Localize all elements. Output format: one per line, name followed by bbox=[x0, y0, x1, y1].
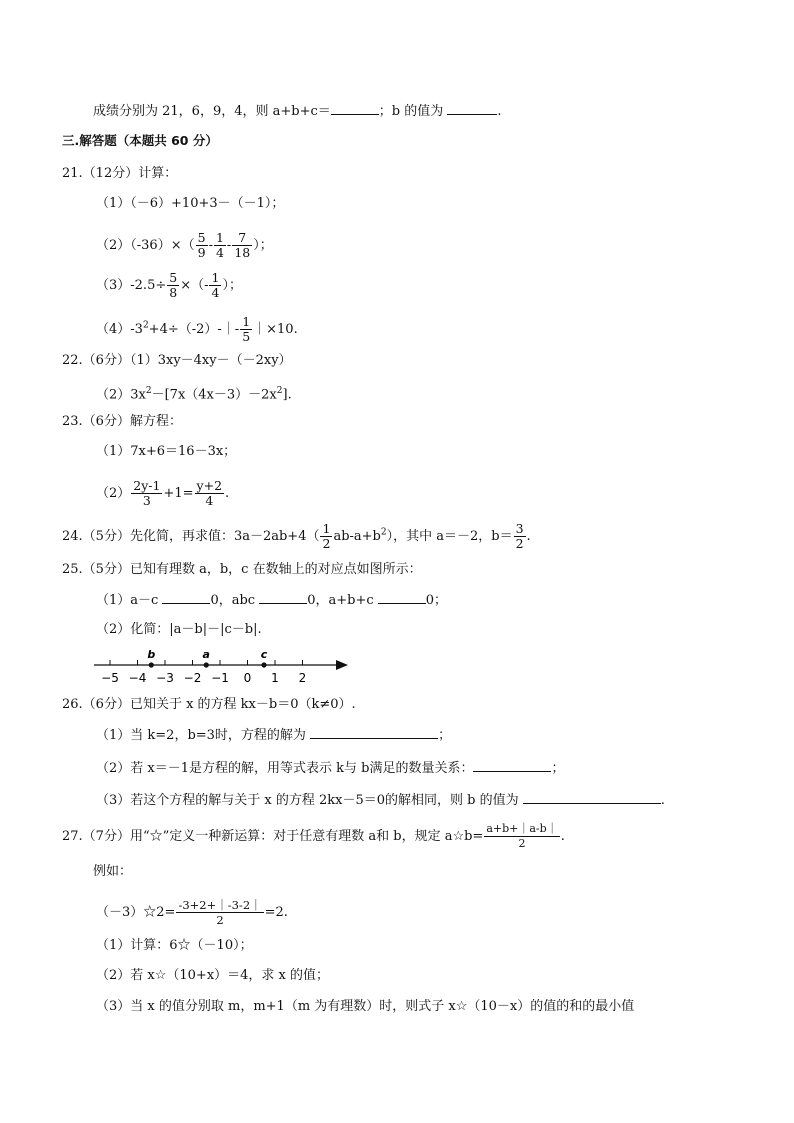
numerator: a+b+｜a-b｜ bbox=[486, 822, 558, 835]
text: （2） bbox=[96, 486, 131, 501]
text: . bbox=[497, 104, 502, 119]
numerator: 1 bbox=[322, 521, 331, 536]
tick-label: −1 bbox=[211, 671, 229, 685]
text: －[7x（4x－3）－2x bbox=[151, 387, 277, 403]
numerator: 5 bbox=[197, 230, 206, 245]
text: ； bbox=[438, 728, 452, 743]
tick-label: 2 bbox=[298, 671, 307, 685]
number-line bbox=[90, 645, 360, 687]
answer-blank[interactable] bbox=[378, 591, 426, 604]
denominator: 4 bbox=[205, 493, 214, 508]
text: ； bbox=[551, 761, 565, 776]
denominator: 2 bbox=[216, 913, 224, 927]
tick-label: 1 bbox=[271, 671, 279, 685]
text: . bbox=[225, 486, 230, 501]
tick-label: −3 bbox=[156, 671, 174, 685]
q23-part2 bbox=[96, 479, 229, 508]
text: . bbox=[560, 829, 565, 844]
arrow-head-icon bbox=[336, 660, 348, 670]
q23-head: 23.（6分）解方程： bbox=[62, 414, 182, 429]
text: ｜×10. bbox=[253, 322, 298, 337]
q21-part1: （1）（－6）+10+3－（－1）； bbox=[96, 196, 285, 211]
tick-label: −4 bbox=[128, 671, 147, 685]
answer-blank[interactable] bbox=[310, 726, 438, 739]
denominator: 2 bbox=[322, 536, 331, 551]
numerator: 5 bbox=[169, 270, 178, 285]
text: 成绩分别为 21，6，9，4，则 a+b+c＝ bbox=[93, 104, 331, 119]
numerator: 1 bbox=[211, 270, 220, 285]
denominator: 2 bbox=[518, 837, 526, 850]
q25-part1 bbox=[96, 591, 447, 610]
fraction bbox=[214, 231, 226, 260]
text: 0，a+b+c bbox=[307, 593, 378, 608]
q21-part2: （2）（-36）×（ $\frac{5}{9}$ - $\frac{1}{4}$ - $\frac{7}{18}$ ）； bbox=[96, 230, 273, 260]
numerator: 2y-1 bbox=[133, 478, 161, 493]
denominator: 18 bbox=[234, 245, 251, 260]
q26-head: 26.（6分）已知关于 x 的方程 kx－b＝0（k≠0）. bbox=[62, 697, 356, 712]
text: . bbox=[660, 793, 665, 808]
denominator: 3 bbox=[142, 493, 151, 508]
q26-part2 bbox=[96, 759, 565, 778]
text: ]. bbox=[282, 387, 292, 403]
q23-part1: （1）7x+6＝16－3x； bbox=[96, 444, 237, 459]
q25-part2: （2）化简：|a－b|－|c－b|. bbox=[96, 622, 262, 637]
q27-part2: （2）若 x☆（10+x）＝4，求 x 的值； bbox=[96, 968, 330, 983]
fraction bbox=[195, 479, 225, 508]
q21-part3 bbox=[96, 271, 242, 300]
q21-head: 21.（12分）计算： bbox=[62, 166, 178, 181]
denominator: 2 bbox=[515, 536, 524, 551]
answer-blank[interactable] bbox=[162, 591, 210, 604]
text: . bbox=[526, 529, 531, 544]
text: ；b 的值为 bbox=[378, 104, 448, 119]
answer-blank[interactable] bbox=[473, 759, 551, 772]
fraction bbox=[320, 522, 332, 551]
point-label-b: b bbox=[147, 648, 156, 661]
answer-blank[interactable] bbox=[523, 791, 661, 804]
text: 0； bbox=[425, 593, 448, 608]
answer-blank[interactable] bbox=[259, 591, 307, 604]
text: （1）当 k=2，b=3时，方程的解为 bbox=[96, 728, 311, 743]
text: （2）（-36）×（ bbox=[96, 238, 195, 253]
q22-part2 bbox=[96, 382, 292, 404]
q21-part4 bbox=[96, 315, 298, 344]
point-b bbox=[149, 662, 154, 667]
superscript: 2 bbox=[380, 527, 387, 538]
fraction bbox=[167, 271, 179, 300]
text: （4）-3 bbox=[96, 322, 143, 337]
point-label-a: a bbox=[202, 648, 210, 661]
text: =2. bbox=[264, 905, 288, 920]
answer-blank[interactable] bbox=[331, 102, 379, 115]
continued-question-line bbox=[93, 102, 502, 121]
section-title: 三.解答题（本题共 60 分） bbox=[62, 133, 218, 148]
tick-label: 0 bbox=[243, 671, 252, 685]
q27-part3: （3）当 x 的值分别取 m，m+1（m 为有理数）时，则式子 x☆（10－x）的值的和的最小值 bbox=[96, 999, 635, 1014]
text: ）； bbox=[253, 238, 273, 253]
text: （－3）☆2= bbox=[96, 905, 176, 920]
fraction bbox=[131, 479, 162, 508]
text: （2）若 x＝－1是方程的解，用等式表示 k与 b满足的数量关系： bbox=[96, 761, 474, 776]
text: +4÷（-2）-｜- bbox=[148, 322, 240, 337]
text: ×（- bbox=[180, 278, 209, 293]
fraction bbox=[232, 231, 252, 260]
fraction bbox=[209, 271, 221, 300]
numerator: 1 bbox=[215, 230, 224, 245]
tick-label: −2 bbox=[183, 671, 202, 685]
denominator: 8 bbox=[169, 285, 178, 300]
denominator: 4 bbox=[215, 245, 224, 260]
denominator: 4 bbox=[211, 285, 220, 300]
text: 27.（7分）用“☆”定义一种新运算：对于任意有理数 a和 b，规定 a☆b= bbox=[62, 829, 484, 844]
q27-example bbox=[96, 898, 288, 927]
q26-part1 bbox=[96, 726, 451, 745]
fraction bbox=[196, 231, 208, 260]
superscript: 2 bbox=[276, 386, 283, 396]
q27-part1: （1）计算：6☆（－10）； bbox=[96, 938, 253, 953]
example-label: 例如： bbox=[93, 864, 133, 879]
fraction bbox=[484, 822, 559, 851]
fraction bbox=[514, 522, 526, 551]
text: +1= bbox=[163, 486, 194, 501]
text: 0，abc bbox=[210, 593, 260, 608]
q24-line bbox=[62, 522, 531, 551]
superscript: 2 bbox=[145, 386, 152, 396]
q27-head bbox=[62, 822, 565, 851]
superscript: 2 bbox=[142, 320, 149, 331]
numerator: 3 bbox=[515, 521, 524, 536]
numerator: 1 bbox=[242, 314, 251, 329]
numerator: -3+2+｜-3-2｜ bbox=[178, 898, 262, 912]
text: （1）a－c bbox=[96, 593, 163, 608]
numerator: y+2 bbox=[196, 478, 223, 493]
text: 24.（5分）先化简，再求值：3a－2ab+4（ bbox=[62, 529, 320, 544]
text: ab-a+b bbox=[333, 529, 381, 544]
denominator: 9 bbox=[197, 245, 206, 260]
text: （2）3x bbox=[96, 387, 146, 403]
q25-head: 25.（5分）已知有理数 a，b，c 在数轴上的对应点如图所示： bbox=[62, 562, 422, 577]
q22-head: 22.（6分）（1）3xy－4xy－（－2xy） bbox=[62, 353, 292, 368]
denominator: 5 bbox=[242, 329, 251, 344]
text: ）； bbox=[222, 278, 242, 293]
tick-label: −5 bbox=[101, 671, 119, 685]
point-label-c: c bbox=[260, 648, 268, 661]
text: （3）-2.5÷ bbox=[96, 278, 167, 293]
point-a bbox=[204, 662, 209, 667]
text: ），其中 a＝－2，b＝ bbox=[386, 529, 513, 544]
numerator: 7 bbox=[232, 231, 252, 246]
text: （3）若这个方程的解与关于 x 的方程 2kx－5＝0的解相同，则 b 的值为 bbox=[96, 793, 523, 808]
fraction bbox=[240, 315, 252, 344]
q26-part3 bbox=[96, 791, 665, 810]
answer-blank[interactable] bbox=[447, 102, 497, 115]
point-c bbox=[261, 662, 266, 667]
fraction bbox=[176, 898, 263, 927]
